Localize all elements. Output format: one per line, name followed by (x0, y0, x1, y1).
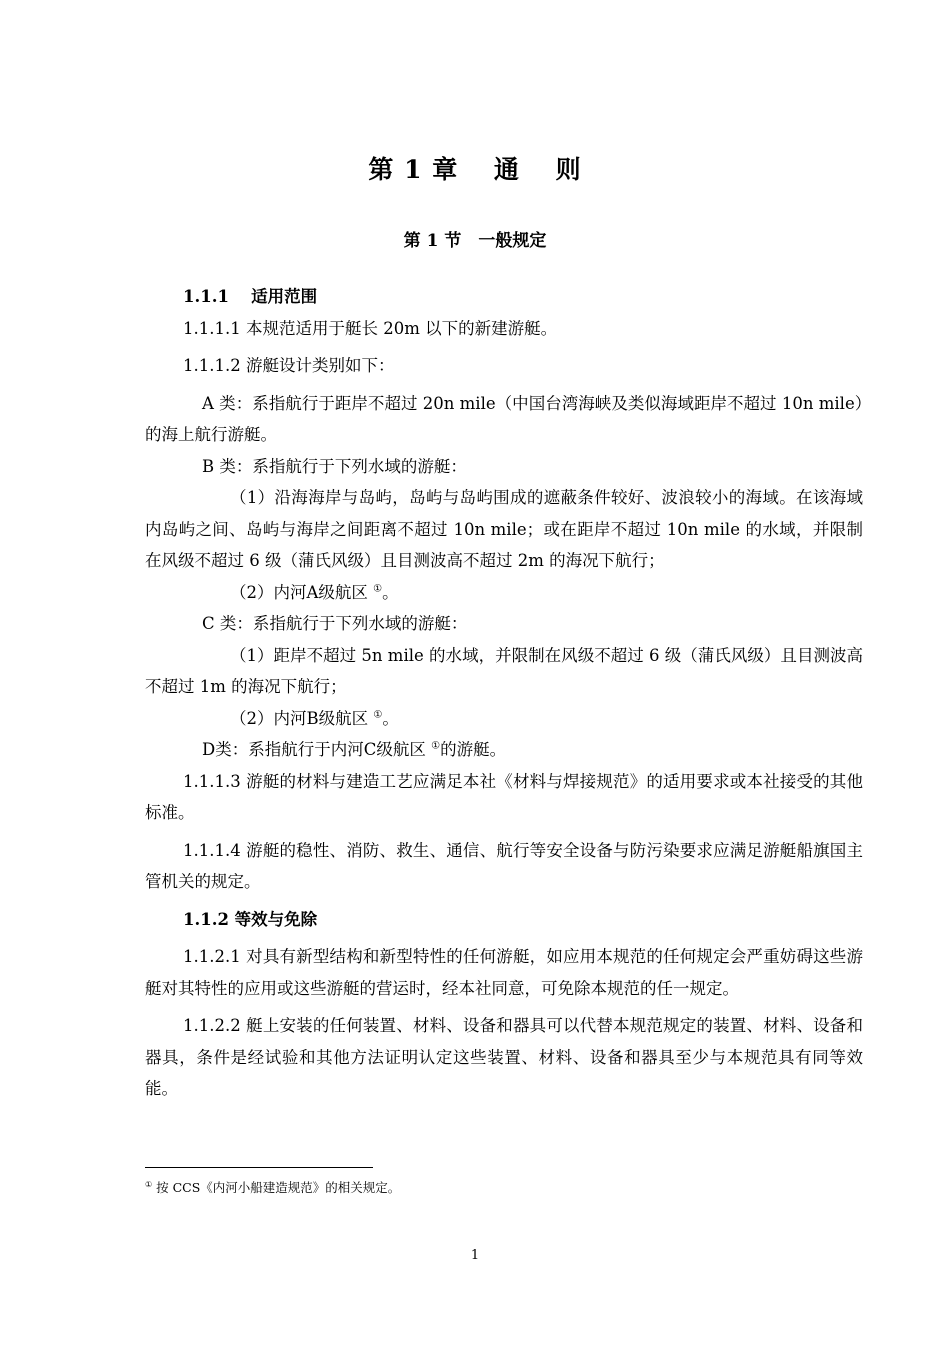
footnote-ref[interactable]: ① (373, 583, 383, 594)
footnote-ref[interactable]: ① (373, 709, 383, 720)
class-d-text: D类：系指航行于内河C级航区 (202, 740, 426, 759)
class-c-item-2-end: 。 (382, 708, 399, 728)
class-b-item-2 (145, 577, 863, 609)
footnote-divider (145, 1167, 373, 1168)
clause-1-1-1-2: 1.1.1.2 游艇设计类别如下： (183, 356, 395, 375)
footnote (145, 1178, 400, 1196)
heading-1-1-2: 1.1.2 等效与免除 (183, 909, 318, 929)
chapter-title: 第 1 章 通 则 (368, 155, 582, 184)
class-d-end: 的游艇。 (440, 740, 507, 759)
class-a-paragraph: A 类：系指航行于距岸不超过 20n mile（中国台湾海峡及类似海域距岸不超过 10n mile）的海上航行游艇。 (145, 393, 863, 444)
clause-1-1-1-1: 1.1.1.1 本规范适用于艇长 20m 以下的新建游艇。 (183, 318, 558, 338)
class-c-item-1: （1）距岸不超过 5n mile 的水域，并限制在风级不超过 6 级（蒲氏风级）且目测波高不超过 1m 的海况下航行； (145, 645, 863, 696)
heading-1-1-1: 1.1.1 适用范围 (183, 287, 318, 306)
class-b-item-2-end: 。 (382, 582, 399, 602)
class-b-item-2-text: （2）内河A级航区 (230, 582, 368, 602)
page-number: 1 (470, 1248, 480, 1263)
footnote-mark: ① (145, 1179, 153, 1189)
document-body (145, 281, 863, 1105)
clause-1-1-2-1: 1.1.2.1 对具有新型结构和新型特性的任何游艇，如应用本规范的任何规定会严重妨碍这些游艇对其特性的应用或这些游艇的营运时，经本社同意，可免除本规范的任一规定。 (145, 947, 863, 998)
class-d-paragraph (145, 734, 863, 766)
footnote-ref[interactable]: ① (431, 740, 441, 752)
class-c-item-2 (145, 703, 863, 735)
clause-1-1-1-3: 1.1.1.3 游艇的材料与建造工艺应满足本社《材料与焊接规范》的适用要求或本社接受的其他标准。 (145, 771, 863, 822)
section-title: 第 1 节 一般规定 (403, 231, 547, 251)
clause-1-1-2-2: 1.1.2.2 艇上安装的任何装置、材料、设备和器具可以代替本规范规定的装置、材料、设备和器具，条件是经试验和其他方法证明认定这些装置、材料、设备和器具至少与本规范具有同等效能。 (145, 1016, 863, 1098)
clause-1-1-1-4: 1.1.1.4 游艇的稳性、消防、救生、通信、航行等安全设备与防污染要求应满足游艇船旗国主管机关的规定。 (145, 840, 863, 891)
class-b-paragraph: B 类：系指航行于下列水域的游艇： (202, 456, 467, 476)
class-c-paragraph: C 类：系指航行于下列水域的游艇： (202, 614, 468, 633)
class-b-item-1: （1）沿海海岸与岛屿，岛屿与岛屿围成的遮蔽条件较好、波浪较小的海域。在该海域内岛屿之间、岛屿与海岸之间距离不超过 10n mile；或在距岸不超过 10n mile 的水域，并限制在风级不超过 6 级（蒲氏风级）且目测波高不超过 2m 的海况下航行； (145, 488, 863, 570)
footnote-text: 按 CCS《内河小船建造规范》的相关规定。 (152, 1180, 401, 1195)
class-c-item-2-text: （2）内河B级航区 (230, 708, 369, 728)
